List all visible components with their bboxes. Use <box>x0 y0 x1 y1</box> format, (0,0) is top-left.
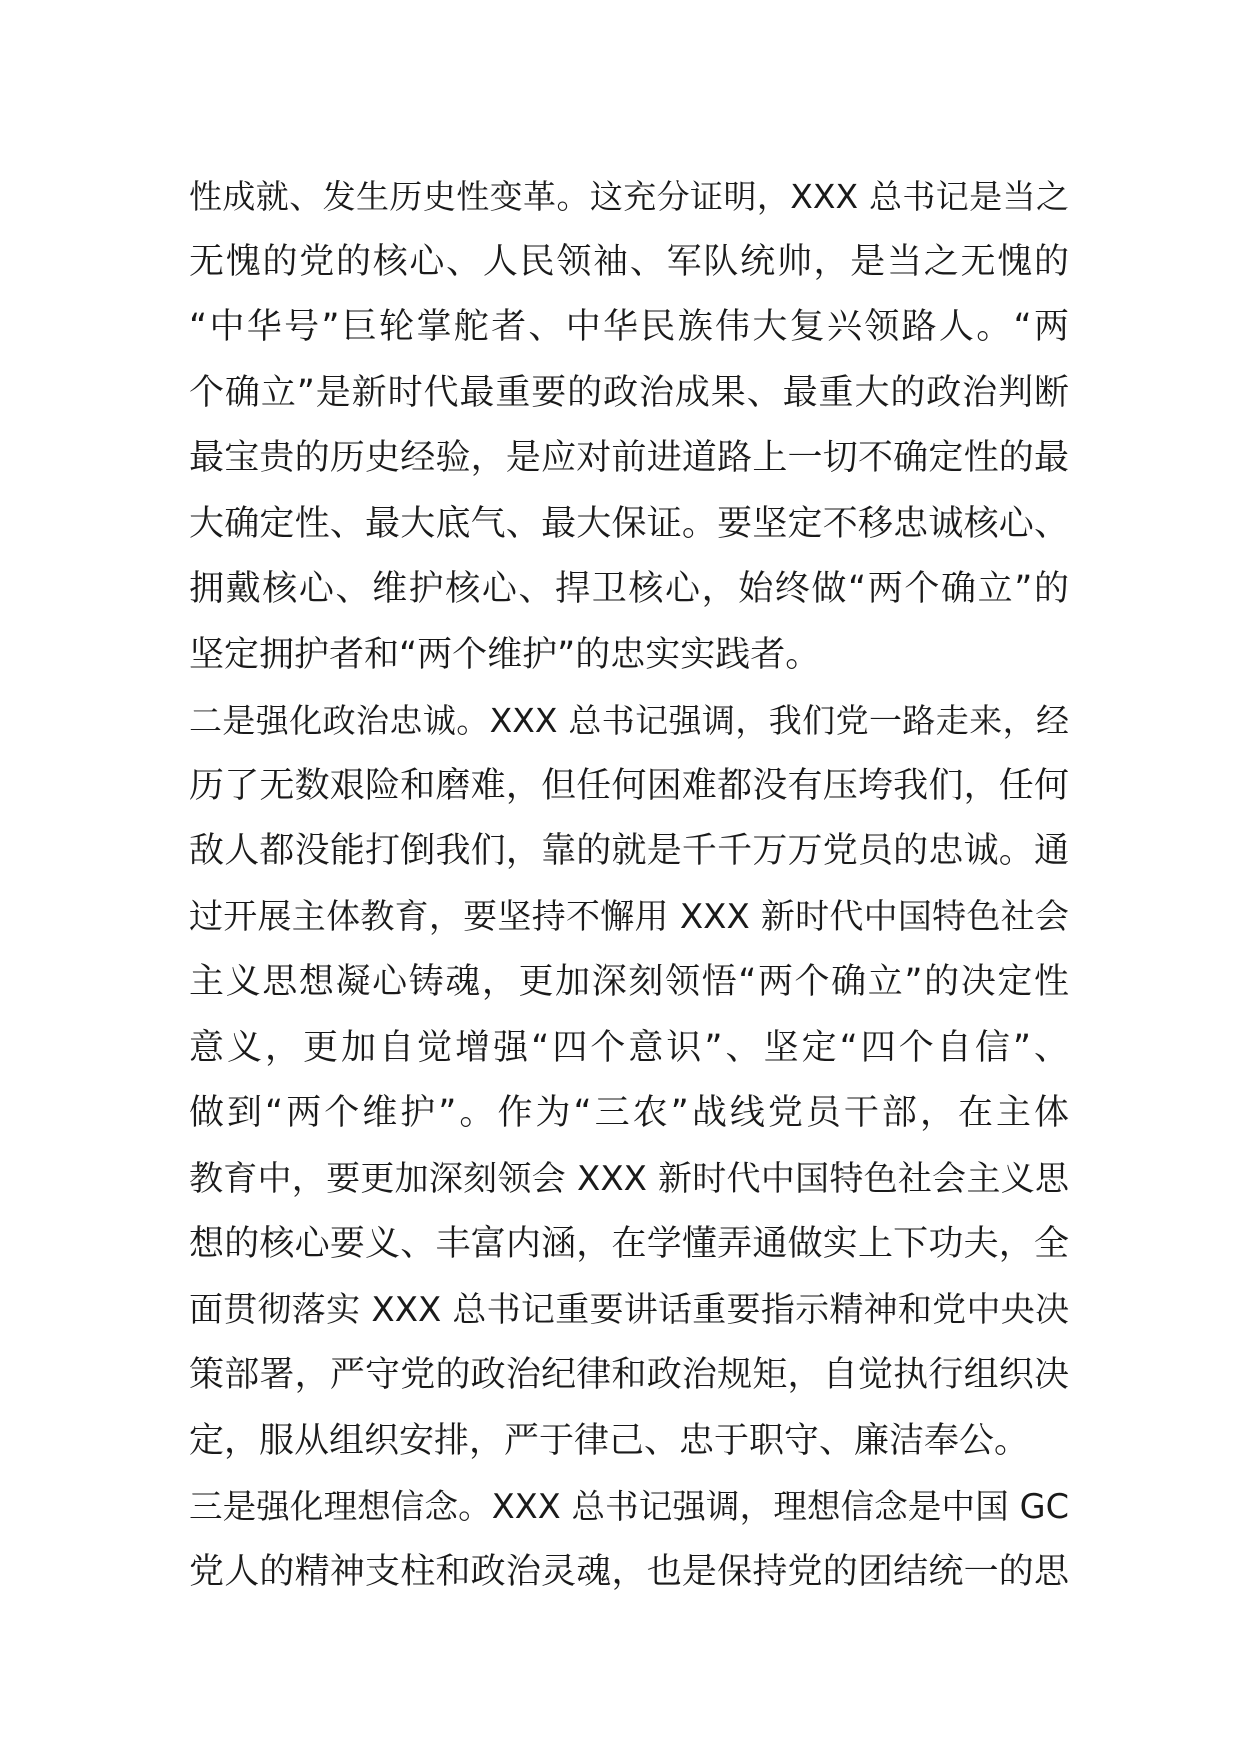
text-line: 做到“两个维护”。作为“三农”战线党员干部，在主体 <box>189 1093 1069 1133</box>
text-line: 定，服从组织安排，严于律己、忠于职守、廉洁奉公。 <box>189 1420 1030 1461</box>
text-line: “中华号”巨轮掌舵者、中华民族伟大复兴领路人。“两 <box>189 307 1069 347</box>
text-line: 个确立”是新时代最重要的政治成果、最重大的政治判断 <box>189 372 1069 413</box>
text-line: 无愧的党的核心、人民领袖、军队统帅，是当之无愧的 <box>189 241 1069 282</box>
text-line: 拥戴核心、维护核心、捍卫核心，始终做“两个确立”的 <box>189 569 1069 609</box>
text-line: 三是强化理想信念。XXX 总书记强调，理想信念是中国 GC <box>189 1487 1069 1526</box>
text-line: 敌人都没能打倒我们，靠的就是千千万万党员的忠诚。通 <box>189 831 1069 871</box>
text-line: 主义思想凝心铸魂，更加深刻领悟“两个确立”的决定性 <box>189 962 1069 1002</box>
text-line: 意义，更加自觉增强“四个意识”、坚定“四个自信”、 <box>189 1027 1069 1068</box>
text-line: 过开展主体教育，要坚持不懈用 XXX 新时代中国特色社会 <box>189 896 1069 937</box>
text-line: 党人的精神支柱和政治灵魂，也是保持党的团结统一的思 <box>189 1551 1069 1592</box>
text-line: 历了无数艰险和磨难，但任何困难都没有压垮我们，任何 <box>189 765 1069 806</box>
text-line: 想的核心要义、丰富内涵，在学懂弄通做实上下功夫，全 <box>189 1224 1069 1264</box>
text-line: 教育中，要更加深刻领会 XXX 新时代中国特色社会主义思 <box>189 1158 1069 1199</box>
text-line: 性成就、发生历史性变革。这充分证明，XXX 总书记是当之 <box>189 177 1069 216</box>
body-text <box>189 164 1069 1605</box>
text-line: 策部署，严守党的政治纪律和政治规矩，自觉执行组织决 <box>189 1355 1069 1395</box>
text-line: 大确定性、最大底气、最大保证。要坚定不移忠诚核心、 <box>189 503 1069 544</box>
text-line: 最宝贵的历史经验，是应对前进道路上一切不确定性的最 <box>189 438 1069 478</box>
text-line: 坚定拥护者和“两个维护”的忠实实践者。 <box>189 634 821 675</box>
text-line: 面贯彻落实 XXX 总书记重要讲话重要指示精神和党中央决 <box>189 1289 1069 1330</box>
text-line: 二是强化政治忠诚。XXX 总书记强调，我们党一路走来，经 <box>189 701 1069 740</box>
